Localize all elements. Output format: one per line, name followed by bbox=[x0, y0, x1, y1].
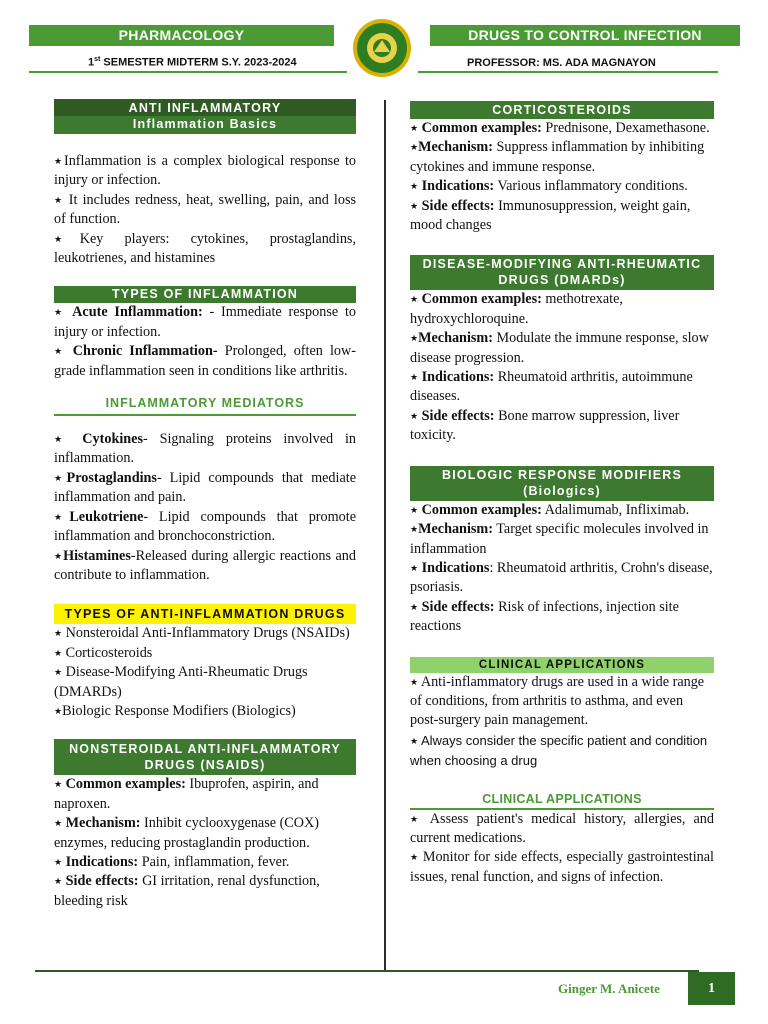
left-column bbox=[54, 99, 356, 911]
list-item: ★ Side effects: Risk of infections, injection site reactions bbox=[410, 598, 679, 635]
star-icon: ★ bbox=[54, 194, 64, 205]
list-item: ★ Mechanism: Inhibit cyclooxygenase (COX) enzymes, reducing prostaglandin production. bbox=[54, 815, 319, 851]
star-icon: ★ bbox=[54, 511, 70, 522]
footer-rule bbox=[35, 970, 699, 972]
star-icon: ★ bbox=[410, 562, 419, 573]
star-icon: ★ bbox=[410, 200, 419, 211]
list-item: ★Mechanism: Suppress inflammation by inhibiting cytokines and immune response. bbox=[410, 139, 705, 175]
list-item: ★ Disease-Modifying Anti-Rheumatic Drugs (DMARDs) bbox=[54, 664, 308, 700]
list-item: ★ Common examples: Adalimumab, Infliximab. bbox=[410, 501, 690, 518]
star-icon: ★ bbox=[54, 307, 66, 318]
list-item: ★ Nonsteroidal Anti-Inflammatory Drugs (NSAIDs) bbox=[54, 625, 350, 642]
professor-label: PROFESSOR: MS. ADA MAGNAYON bbox=[467, 57, 656, 69]
list-item: ★ Common examples: methotrexate, hydroxychloroquine. bbox=[410, 291, 623, 327]
star-icon: ★ bbox=[410, 813, 423, 824]
section-title-biologics: BIOLOGIC RESPONSE MODIFIERS (Biologics) bbox=[410, 466, 714, 501]
list-item: ★ Indications: Pain, inflammation, fever. bbox=[54, 853, 290, 870]
header-left-title: PHARMACOLOGY bbox=[29, 25, 334, 46]
star-icon: ★ bbox=[410, 142, 419, 153]
list-item: ★ Common examples: Prednisone, Dexamethasone. bbox=[410, 120, 710, 136]
list-item: ★ Assess patient's medical history, allergies, and current medications. bbox=[410, 810, 714, 846]
list-item: ★ Corticosteroids bbox=[54, 644, 153, 661]
list-item: ★ Acute Inflammation: - Immediate response to injury or infection. bbox=[54, 304, 357, 340]
star-icon: ★ bbox=[410, 123, 419, 133]
list-item: ★Biologic Response Modifiers (Biologics) bbox=[54, 702, 296, 719]
star-icon: ★ bbox=[410, 504, 419, 515]
star-icon: ★ bbox=[54, 346, 66, 357]
section-title-corticosteroids: CORTICOSTEROIDS bbox=[410, 101, 714, 119]
star-icon: ★ bbox=[54, 705, 63, 716]
list-item: ★ Chronic Inflammation- Prolonged, often low-grade inflammation seen in conditions like arthritis. bbox=[54, 343, 356, 379]
star-icon: ★ bbox=[54, 550, 64, 561]
star-icon: ★ bbox=[54, 779, 63, 790]
star-icon: ★ bbox=[410, 524, 419, 535]
column-divider bbox=[384, 100, 386, 972]
star-icon: ★ bbox=[54, 233, 80, 244]
star-icon: ★ bbox=[410, 852, 419, 863]
semester-label: 1st SEMESTER MIDTERM S.Y. 2023-2024 bbox=[88, 56, 297, 69]
section-title-types-of-anti-inflammation-drugs: TYPES OF ANTI-INFLAMMATION DRUGS bbox=[54, 604, 356, 624]
star-icon: ★ bbox=[410, 294, 419, 305]
star-icon: ★ bbox=[54, 628, 63, 639]
list-item: ★ Indications: Rheumatoid arthritis, Crohn's disease, psoriasis. bbox=[410, 559, 713, 596]
section-title-anti-inflammatory: ANTI INFLAMMATORY bbox=[54, 99, 356, 116]
header-rule-right bbox=[418, 71, 718, 73]
star-icon: ★ bbox=[54, 818, 63, 829]
section-title-nsaids: NONSTEROIDAL ANTI-INFLAMMATORY DRUGS (NSAIDS) bbox=[54, 739, 356, 775]
list-item: ★Mechanism: Modulate the immune response, slow disease progression. bbox=[410, 330, 709, 366]
star-icon: ★ bbox=[410, 410, 419, 421]
header-rule-left bbox=[29, 71, 347, 73]
section-title-types-of-inflammation: TYPES OF INFLAMMATION bbox=[54, 286, 356, 303]
list-item: ★Histamines-Released during allergic reactions and contribute to inflammation. bbox=[54, 547, 356, 583]
list-item: ★ Side effects: Immunosuppression, weight gain, mood changes bbox=[410, 197, 691, 234]
school-seal-icon bbox=[352, 18, 412, 78]
list-item: ★ Monitor for side effects, especially gastrointestinal issues, renal function, and signs of infection. bbox=[410, 849, 715, 885]
star-icon: ★ bbox=[54, 667, 63, 678]
list-item: ★ Cytokines- Signaling proteins involved in inflammation. bbox=[54, 431, 356, 467]
star-icon: ★ bbox=[410, 372, 419, 383]
list-item: ★Leukotriene- Lipid compounds that promote inflammation and bronchoconstriction. bbox=[54, 508, 356, 545]
star-icon: ★ bbox=[410, 601, 419, 612]
list-item: ★Mechanism: Target specific molecules involved in inflammation bbox=[410, 521, 709, 557]
list-item: ★ Common examples: Ibuprofen, aspirin, and naproxen. bbox=[54, 776, 319, 812]
star-icon: ★ bbox=[54, 472, 67, 483]
list-item: ★ Always consider the specific patient and condition when choosing a drug bbox=[410, 732, 708, 769]
star-icon: ★ bbox=[410, 181, 419, 192]
star-icon: ★ bbox=[54, 156, 64, 166]
list-item: ★ Anti-inflammatory drugs are used in a wide range of conditions, from arthritis to asthma, and even post-surgery pain management. bbox=[410, 673, 705, 729]
list-item: ★Inflammation is a complex biological response to injury or infection. bbox=[54, 153, 356, 189]
section-subtitle-inflammation-basics: Inflammation Basics bbox=[54, 116, 356, 134]
star-icon: ★ bbox=[410, 676, 419, 687]
header-right-title: DRUGS TO CONTROL INFECTION bbox=[430, 25, 740, 46]
section-title-inflammatory-mediators: INFLAMMATORY MEDIATORS bbox=[105, 396, 305, 411]
page-number: 1 bbox=[688, 972, 735, 1005]
list-item: ★ Side effects: GI irritation, renal dysfunction, bleeding risk bbox=[54, 873, 320, 909]
list-item: ★Prostaglandins- Lipid compounds that mediate inflammation and pain. bbox=[54, 469, 356, 506]
star-icon: ★ bbox=[54, 876, 63, 887]
list-item: ★ Indications: Rheumatoid arthritis, autoimmune diseases. bbox=[410, 369, 693, 405]
star-icon: ★ bbox=[54, 647, 63, 658]
footer-author: Ginger M. Anicete bbox=[558, 981, 660, 996]
star-icon: ★ bbox=[410, 735, 419, 746]
list-item: ★Key players: cytokines, prostaglandins, leukotrienes, and histamines bbox=[54, 230, 356, 267]
section-title-clinical-applications: CLINICAL APPLICATIONS bbox=[410, 657, 714, 673]
section-title-clinical-applications-2: CLINICAL APPLICATIONS bbox=[482, 791, 642, 806]
star-icon: ★ bbox=[54, 434, 71, 445]
list-item: ★ Side effects: Bone marrow suppression, liver toxicity. bbox=[410, 407, 680, 444]
right-column bbox=[410, 101, 714, 887]
star-icon: ★ bbox=[410, 333, 419, 344]
section-title-dmards: DISEASE-MODIFYING ANTI-RHEUMATIC DRUGS (DMARDs) bbox=[410, 255, 714, 290]
list-item: ★ It includes redness, heat, swelling, pain, and loss of function. bbox=[54, 191, 356, 228]
star-icon: ★ bbox=[54, 856, 63, 867]
list-item: ★ Indications: Various inflammatory conditions. bbox=[410, 178, 688, 195]
